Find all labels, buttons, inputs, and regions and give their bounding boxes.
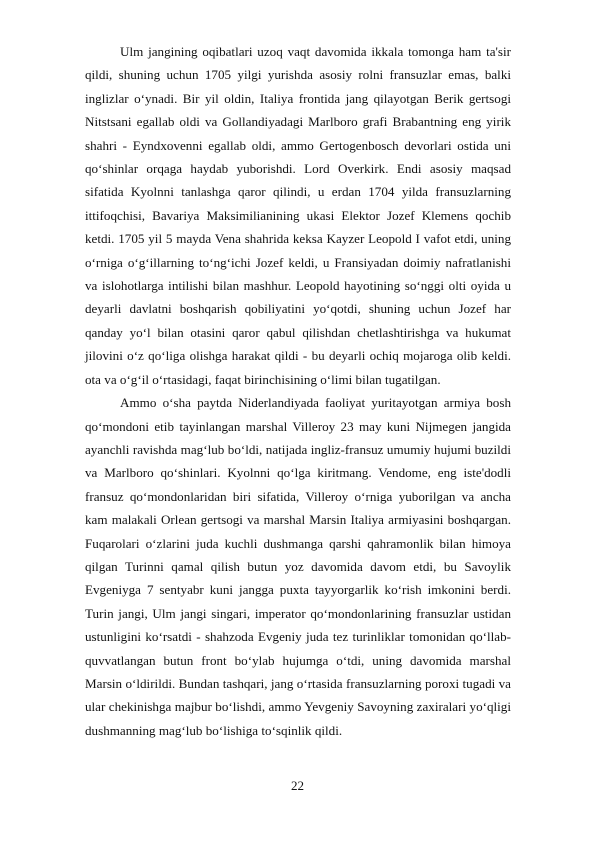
- page-body: [85, 40, 511, 742]
- page-number: 22: [290, 778, 305, 793]
- paragraph-2: Ammo o‘sha paytda Niderlandiyada faoliyat yuritayotgan armiya bosh qo‘mondoni etib tayinlangan marshal Villeroy 23 may kuni Nijmegen jangida ayanchli ravishda mag‘lub bo‘ldi, natijada ingliz-fransuz umumiy hujumi buzildi va Marlboro qo‘shinlari. Kyolnni qo‘lga kiritmang. Vendome, eng iste'dodli fransuz qo‘mondonlaridan biri sifatida, Villeroy o‘rniga yuborilgan va ancha kam malakali Orlean gertsogi va marshal Marsin Italiya armiyasini boshqargan. Fuqarolari o‘zlarini juda kuchli dushmanga qarshi qahramonlik bilan himoya qilgan Turinni qamal qilish butun yoz davomida davom etdi, bu Savoylik Evgeniyga 7 sentyabr kuni jangga puxta tayyorgarlik ko‘rish imkonini berdi. Turin jangi, Ulm jangi singari, imperator qo‘mondonlarining fransuzlar ustidan ustunligini ko‘rsatdi - shahzoda Evgeniy juda tez turinliklar tomonidan qo‘llab-quvvatlangan butun front bo‘ylab hujumga o‘tdi, uning davomida marshal Marsin o‘ldirildi. Bundan tashqari, jang o‘rtasida fransuzlarning poroxi tugadi va ular chekinishga majbur bo‘lishdi, ammo Yevgeniy Savoyning zaxiralari yo‘qligi dushmanning mag‘lub bo‘lishiga to‘sqinlik qildi.: [85, 395, 511, 738]
- paragraph-1: Ulm jangining oqibatlari uzoq vaqt davomida ikkala tomonga ham ta'sir qildi, shuning uchun 1705 yilgi yurishda asosiy rolni fransuzlar emas, balki inglizlar o‘ynadi. Bir yil oldin, Italiya frontida jang qilayotgan Berik gertsogi Nitstsani egallab oldi va Gollandiyadagi Marlboro grafi Brabantning eng yirik shahri - Eyndxovenni egallab oldi, ammo Gertogenbosch devorlari ostida uni qo‘shinlar orqaga haydab yuborishdi. Lord Overkirk. Endi asosiy maqsad sifatida Kyolnni tanlashga qaror qilindi, u erdan 1704 yilda fransuzlarning ittifoqchisi, Bavariya Maksimilianining ukasi Elektor Jozef Klemens qochib ketdi. 1705 yil 5 mayda Vena shahrida keksa Kayzer Leopold I vafot etdi, uning o‘rniga o‘g‘illarning to‘ng‘ichi Jozef keldi, u Fransiyadan doimiy nafratlanishi va islohotlarga intilishi bilan mashhur. Leopold hayotining so‘nggi olti oyida u deyarli davlatni boshqarish qobiliyatini yo‘qotdi, shuning uchun Jozef har qanday yo‘l bilan otasini qaror qabul qilishdan chetlashtirishga va hukumat jilovini o‘z qo‘liga olishga harakat qildi - bu deyarli ochiq mojaroga olib keldi. ota va o‘g‘il o‘rtasidagi, faqat birinchisining o‘limi bilan tugatilgan.: [85, 44, 511, 387]
